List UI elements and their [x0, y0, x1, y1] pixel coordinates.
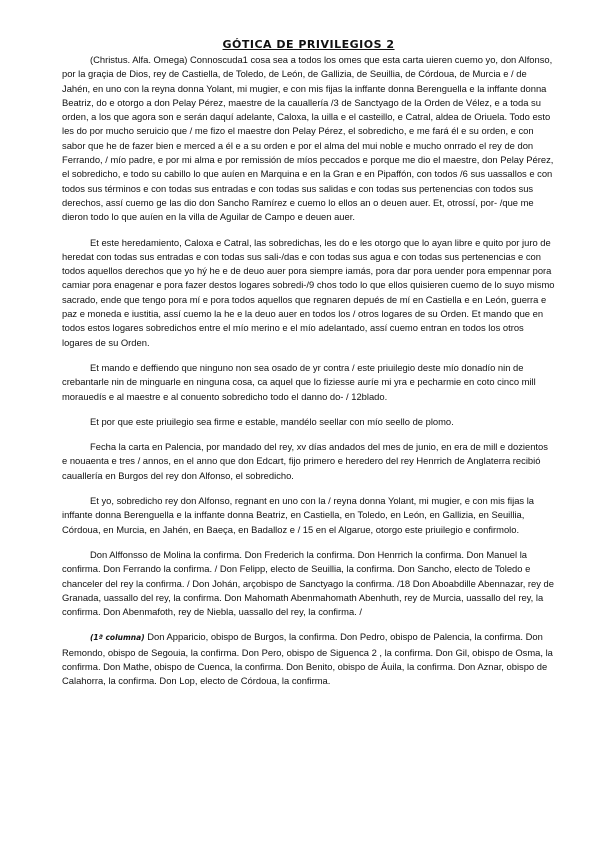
paragraph: Fecha la carta en Palencia, por mandado del rey, xv días andados del mes de junio, en era de mill e dozientos e nouaenta e tres / annos, en el anno que don Edcart, fijo primero e heredero del rey Henrrich de Anglaterra recibió cauallería en Burgos del rey don Alfonso, el sobredicho.	[62, 441, 548, 481]
paragraph: Et por que este priuilegio sea firme e estable, mandélo seellar con mío seello de plomo.	[90, 415, 454, 427]
page-title: GÓTICA DE PRIVILEGIOS 2	[222, 38, 395, 51]
paragraph: Et yo, sobredicho rey don Alfonso, regnant en uno con la / reyna donna Yolant, mi mugier, e con mis fijas la inffante donna Berenguella e la inffante donna Beatriz, en Castiella, en Toledo, en León, en Gallizia, en Seuillia, Córdoua, en Murcia, en Jahén, en Baeça, en Badalloz e / 15 en el Algarue, otorgo este priuilegio e confirmolo.	[62, 495, 535, 535]
paragraph: Don Alffonsso de Molina la confirma. Don Frederich la confirma. Don Henrrich la confirma. Don Manuel la confirma. Don Ferrando la confirma. / Don Felipp, electo de Seuillia, la confirma. Don Sancho, electo de Toledo e chanceler del rey la confirma. / Don Johán, arçobispo de Sanctyago la confirma. /18 Don Aboabdille Abennazar, rey de Granada, uassallo del rey, la confirma. Don Mahomath Abenmahomath Abenhuth, rey de Murcia, uassallo del rey, la confirma. Don Abenmafoth, rey de Niebla, uassallo del rey, la confirma. /	[62, 548, 554, 618]
column-marker: (1ª columna)	[90, 633, 145, 643]
paragraph-last	[62, 630, 555, 688]
paragraph: Et este heredamiento, Caloxa e Catral, las sobredichas, les do e les otorgo que lo ayan libre e quito por juro de heredat con todas sus entradas e con todas sus sali-/das e con todas sus agua e con todas sus pertenencias e con todos aquellos derechos que yo hý he e de deuo auer pora siempre iamás, pora dar pora uender pora empennar pora camiar pora enagenar e pora fazer destos logares sobredi-/9 chos todo lo que ellos quisieren cuemo de lo suyo mismo sacrado, ende que tengo pora mí e pora todos aquellos que regnaren depués de mí en Castiella e en León, guerra e paz e moneda e iustitia, assí cuemo la he e la deuo auer en todos los / otros logares de su Orden. Et mando que en todos estos logares sobredichos entre el mío merino e el mío adelantado, assí cuemo entran en todos los otros logares de su Orden.	[62, 236, 555, 348]
paragraph: (Christus. Alfa. Omega) Connoscuda1 cosa sea a todos los omes que esta carta uieren cuemo yo, don Alfonso, por la graçia de Dios, rey de Castiella, de Toledo, de León, de Gallizia, de Seuillia, de Córdoua, de Murcia e / de Jahén, en uno con la reyna donna Yolant, mi mugier, e con mis fijas la inffante donna Berenguella e la inffante donna Beatriz, do e otorgo a don Pelay Pérez, maestre de la cauallería /3 de Sanctyago de la Orden de Vélez, e a toda su orden, a los que agora son e serán daquí adelante, Caloxa, la uilla e el casteillo, e Catral, aldea de Oriuela. Todo esto les do por mucho seruicio que / me fizo el maestre don Pelay Pérez, el sobredicho, e me fará él e su orden, e con sabor que he de fazer bien e merced a él e a su orden e por el alma del mui noble e mucho onrrado el rey de don Ferrando, / mío padre, e por mi alma e por remissión de míos peccados e porque me dio el maestre, don Pelay Pérez, el sobredicho, e todo su cabillo lo que auíen en Marquina e en la Gran e en Pipaffón, con todos /6 sus uassallos e con todos sus términos e con todas sus entradas e con todas sus salidas e con todas sus pertenencias con todos sus derechos, assí cuemo ge las dio don Sancho Ramírez e cuemo lo ellos an o deuen auer. Et, otrossí, por- /que me dieron todo lo que auíen en la villa de Aguilar de Campo e deuen auer.	[62, 54, 554, 223]
paragraph-text: Don Apparicio, obispo de Burgos, la confirma. Don Pedro, obispo de Palencia, la confirma. Don Remondo, obispo de Segouia, la confirma. Don Pero, obispo de Siguenca 2 , la confirma. Don Gil, obispo de Osma, la confirma. Don Mathe, obispo de Cuenca, la confirma. Don Benito, obispo de Áuila, la confirma. Don Aznar, obispo de Calahorra, la confirma. Don Lop, electo de Córdoua, la confirma.	[62, 631, 553, 687]
paragraph: Et mando e deffiendo que ninguno non sea osado de yr contra / este priuilegio deste mío donadío nin de crebantarle nin de minguarle en ninguna cosa, ca aquel que lo fiziesse auríe mi yra e pecharmie en coto cinco mill morauedís e al maestre e al conuento sobredicho todo el danno do- / 12blado.	[62, 361, 536, 402]
